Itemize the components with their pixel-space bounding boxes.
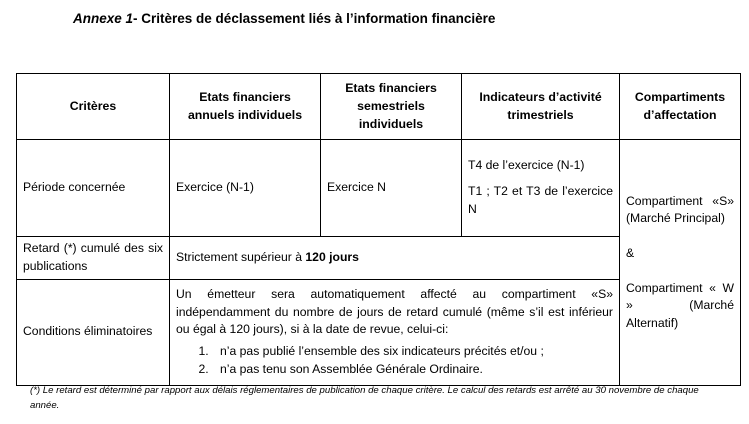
conditions-list <box>176 343 613 378</box>
footnote: (*) Le retard est déterminé par rapport aux délais réglementaires de publication de chaque critère. Le calcul des retards est arrêté au 30 novembre de chaque année. <box>30 385 699 412</box>
list-item: 1. n’a pas publié l’ensemble des six indicateurs précités et/ou ; <box>212 343 613 361</box>
periode-annuels: Exercice (N-1) <box>170 140 321 236</box>
header-compartiments: Compartiments d’affectation <box>620 74 741 140</box>
retard-label: Retard (*) cumulé des six publications <box>17 236 170 279</box>
compartiments-cell <box>620 140 741 386</box>
header-semestriels: Etats financiers semestriels individuels <box>321 74 462 140</box>
annex-title-rest: - Critères de déclassement liés à l’information financière <box>133 11 496 26</box>
header-criteres: Critères <box>17 74 170 140</box>
header-trimestriels: Indicateurs d’activité trimestriels <box>462 74 620 140</box>
conditions-label: Conditions éliminatoires <box>17 279 170 385</box>
periode-t4: T4 de l’exercice (N-1) <box>468 158 585 173</box>
table-header-row <box>17 74 741 140</box>
conditions-content <box>170 279 620 385</box>
header-annuels: Etats financiers annuels individuels <box>170 74 321 140</box>
periode-semestriels: Exercice N <box>321 140 462 236</box>
retard-value <box>170 236 620 279</box>
compartiment-ampersand: & <box>626 245 635 260</box>
periode-label: Période concernée <box>17 140 170 236</box>
list-item: 2. n’a pas tenu son Assemblée Générale Ordinaire. <box>212 361 613 379</box>
periode-trimestriels <box>462 140 620 236</box>
conditions-text: Un émetteur sera automatiquement affecté au compartiment «S» indépendamment du nombre de jours de retard cumulé (même s’il est inférieur ou égal à 120 jours), si à la date de revue, celui-ci: <box>176 287 613 337</box>
retard-value-prefix: Strictement supérieur à <box>176 249 306 264</box>
criteria-table <box>16 73 741 386</box>
periode-t123: T1 ; T2 et T3 de l’exercice N <box>468 184 613 216</box>
table-row-periode <box>17 140 741 236</box>
annex-title-prefix: Annexe 1 <box>73 11 134 26</box>
annex-title <box>73 11 495 26</box>
retard-value-days: 120 jours <box>305 249 359 264</box>
compartiment-s: Compartiment «S» (Marché Principal) <box>626 193 734 226</box>
compartiment-w: Compartiment « W » (Marché Alternatif) <box>626 280 734 330</box>
